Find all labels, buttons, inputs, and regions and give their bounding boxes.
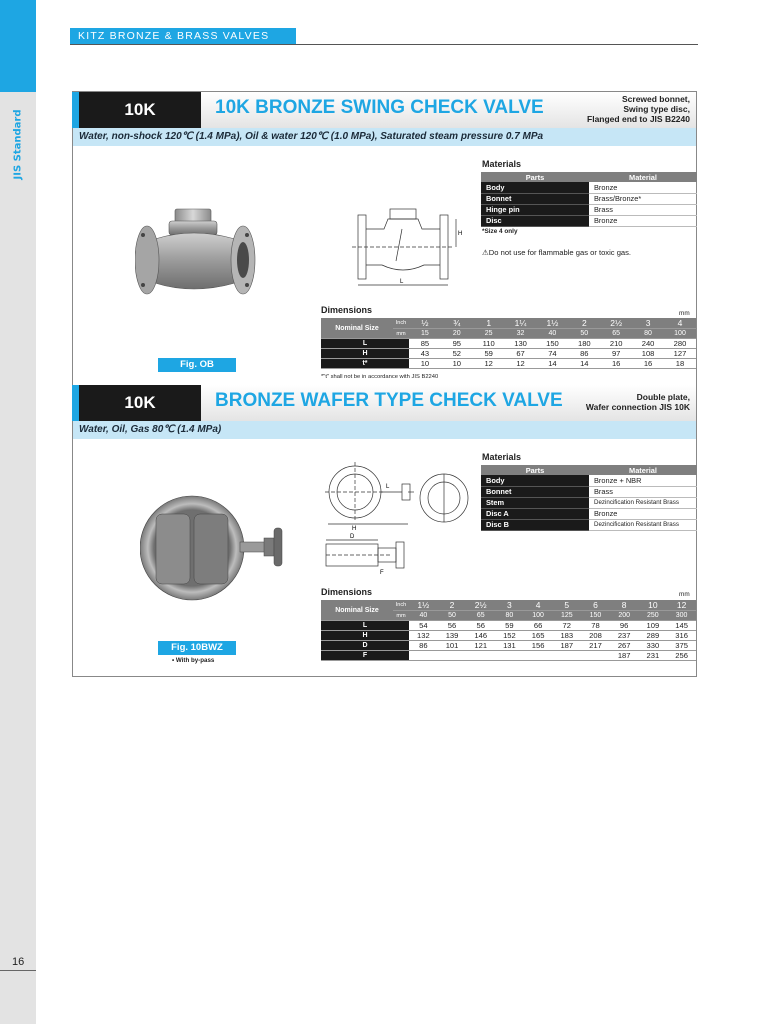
section1-footnote: *"t" shall not be in accordance with JIS B2240: [321, 374, 439, 380]
table-row: Disc A Bronze: [481, 508, 697, 519]
section2-unit: mm: [679, 591, 690, 598]
section2-title-bar: [79, 385, 696, 421]
section2-dimensions-table: [321, 600, 696, 661]
section1-materials-table: Parts Material Body Bronze Bonnet Brass/Bronze* Hinge pin Brass Disc Bronze: [481, 172, 697, 227]
section2-fig-note: • With by-pass: [172, 657, 215, 664]
section1-subtitle: Screwed bonnet, Swing type disc, Flanged end to JIS B2240: [587, 94, 690, 124]
section2-materials-table: Parts Material Body Bronze + NBR Bonnet Brass Stem Dezincification Resistant Brass Disc A Bronze Disc B Dezincification Resistant Brass: [481, 465, 697, 531]
header-rule: [70, 44, 698, 45]
section1-fig-label: Fig. OB: [158, 358, 236, 372]
table-row: t* 10 10 12 12 14 14 16 16 18: [321, 359, 696, 369]
side-label: JIS Standard: [12, 109, 24, 179]
drawing2-label-l: L: [386, 484, 390, 490]
section2-conditions: Water, Oil, Gas 80℃ (1.4 MPa): [73, 421, 696, 439]
section2-dimensions-title: Dimensions: [321, 587, 373, 597]
swing-check-valve-photo: [135, 205, 257, 305]
table-row: mm 15 20 25 32 40 50 65 80 100: [321, 329, 696, 339]
table-row: Hinge pin Brass: [481, 204, 697, 215]
section1-materials-note: *Size 4 only: [482, 228, 518, 235]
table-row: mm 40 50 65 80 100 125 150 200 250 300: [321, 611, 696, 621]
section2-title: BRONZE WAFER TYPE CHECK VALVE: [215, 390, 563, 411]
drawing2-label-d: D: [350, 534, 355, 540]
table-row: F 187 231 256: [321, 651, 696, 661]
wafer-check-valve-drawing: [322, 462, 472, 582]
table-row: L 54 56 56 59 66 72 78 96 109 145: [321, 621, 696, 631]
table-row: H 132 139 146 152 165 183 208 237 289 316: [321, 631, 696, 641]
section2-fig-label: Fig. 10BWZ: [158, 641, 236, 655]
page-number-rule: [0, 970, 36, 971]
section1-warning: ⚠Do not use for flammable gas or toxic gas.: [482, 248, 632, 257]
section1-unit: mm: [679, 310, 690, 317]
section1-dimensions-title: Dimensions: [321, 305, 373, 315]
drawing2-label-h: H: [352, 526, 357, 532]
table-row: Disc B Dezincification Resistant Brass: [481, 519, 697, 530]
table-row: D 86 101 121 131 156 187 217 267 330 375: [321, 641, 696, 651]
section2-badge: 10K: [79, 385, 201, 421]
left-blue-tab: [0, 0, 36, 92]
table-row: Disc Bronze: [481, 215, 697, 226]
page-number: 16: [12, 956, 25, 968]
wafer-check-valve-photo: [140, 492, 295, 604]
drawing1-label-h: H: [458, 231, 463, 237]
section1-dimensions-table: [321, 318, 696, 369]
section1-accent: [72, 92, 79, 128]
table-row: Stem Dezincification Resistant Brass: [481, 497, 697, 508]
section1-conditions: Water, non-shock 120℃ (1.4 MPa), Oil & water 120℃ (1.0 MPa), Saturated steam pressure 0.7 MPa: [73, 128, 696, 146]
section1-materials-title: Materials: [482, 159, 522, 169]
section1-title-bar: [79, 92, 696, 128]
header-band: KITZ BRONZE & BRASS VALVES: [70, 28, 296, 45]
table-row: H 43 52 59 67 74 86 97 108 127: [321, 349, 696, 359]
section2-accent: [72, 385, 79, 421]
table-row: L 85 95 110 130 150 180 210 240 280: [321, 339, 696, 349]
table-row: Body Bronze: [481, 182, 697, 193]
section1-title: 10K BRONZE SWING CHECK VALVE: [215, 97, 544, 118]
table-row: Nominal Size Inch ½ ¾ 1 1¼ 1½ 2 2½ 3 4: [321, 318, 696, 329]
drawing1-label-l: L: [400, 279, 404, 285]
table-row: Bonnet Brass/Bronze*: [481, 193, 697, 204]
swing-check-valve-drawing: [352, 205, 470, 290]
drawing2-label-f: F: [380, 570, 384, 576]
table-row: Body Bronze + NBR: [481, 475, 697, 486]
section2-materials-title: Materials: [482, 452, 522, 462]
table-row: Nominal Size Inch 1½ 2 2½ 3 4 5 6 8 10 12: [321, 600, 696, 611]
table-row: Bonnet Brass: [481, 486, 697, 497]
section1-badge: 10K: [79, 92, 201, 128]
section2-subtitle: Double plate, Wafer connection JIS 10K: [585, 392, 690, 412]
